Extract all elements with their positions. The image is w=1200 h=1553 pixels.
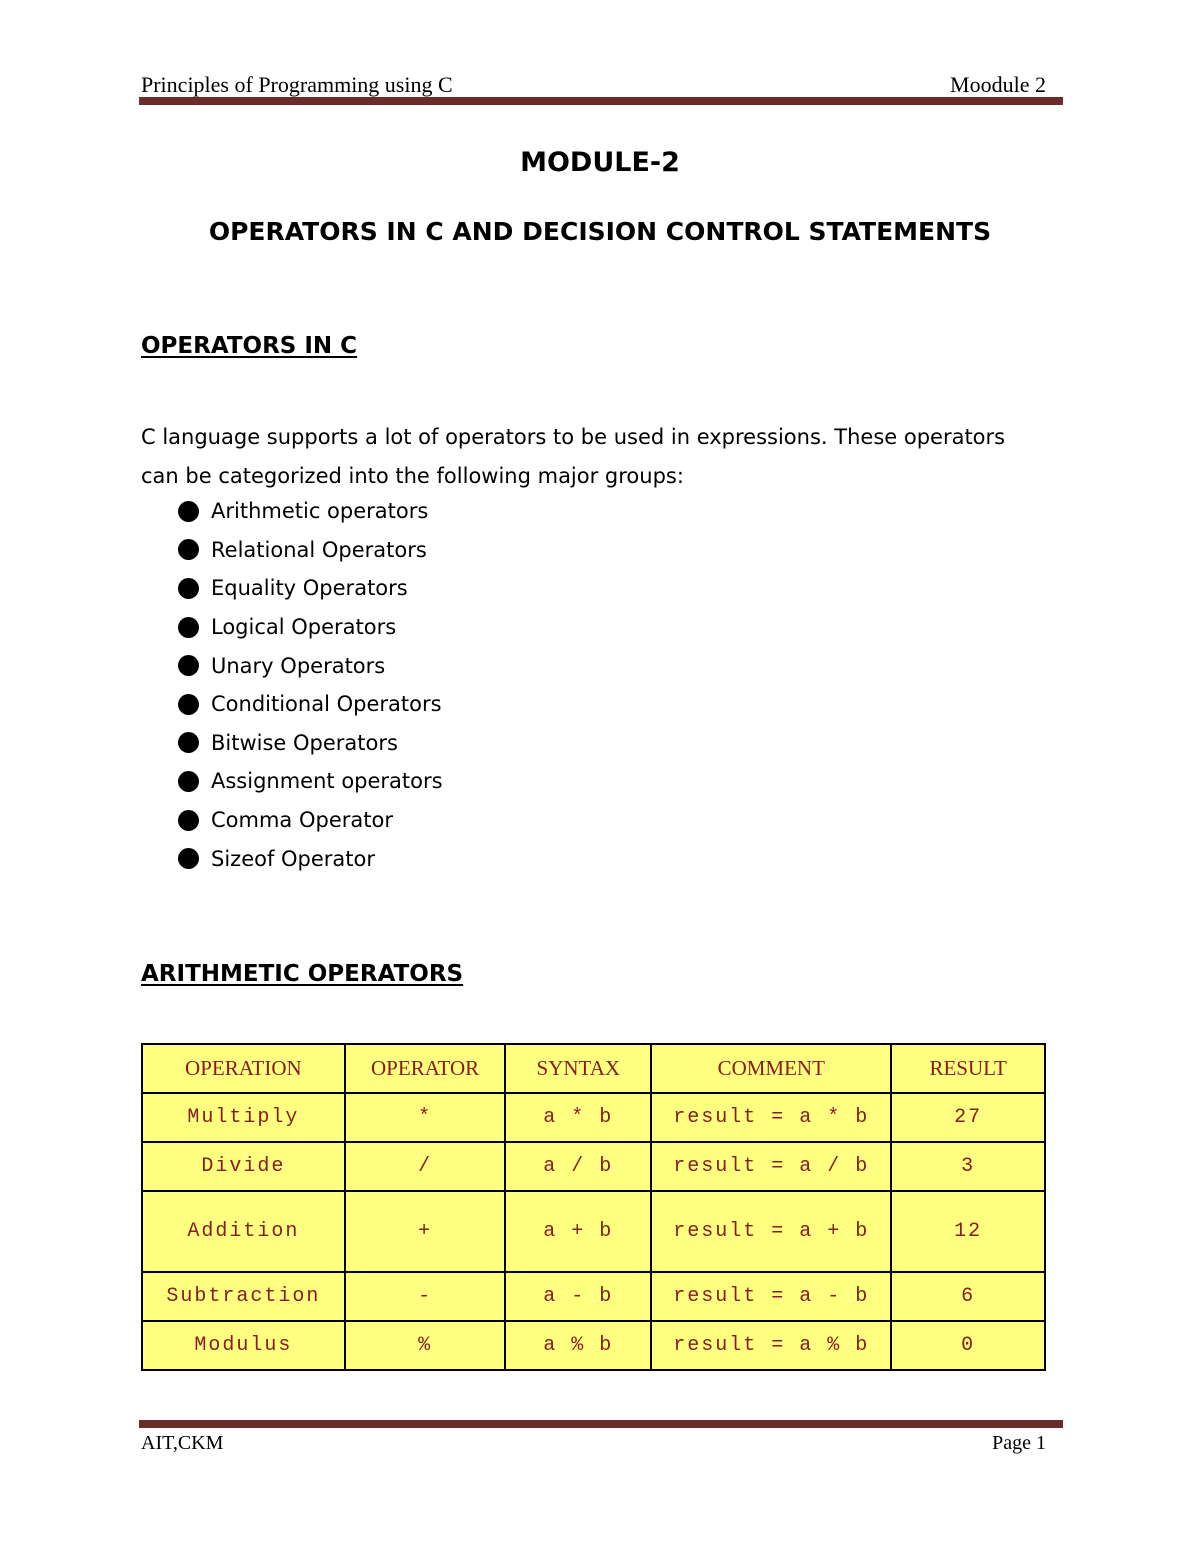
table-cell: 0: [891, 1321, 1045, 1370]
table-cell: +: [345, 1191, 506, 1272]
list-item: Unary Operators: [178, 646, 443, 685]
table-cell: Divide: [142, 1142, 345, 1191]
list-item: Relational Operators: [178, 531, 443, 570]
table-cell: a * b: [505, 1093, 651, 1142]
footer-institution: AIT,CKM: [141, 1432, 224, 1454]
table-cell: result = a + b: [651, 1191, 891, 1272]
table-row: [142, 1142, 1045, 1191]
table-row: [142, 1272, 1045, 1321]
bullet-icon: [178, 655, 199, 676]
list-item: Equality Operators: [178, 569, 443, 608]
table-cell: Subtraction: [142, 1272, 345, 1321]
table-header-row: [142, 1044, 1045, 1093]
header-module-label: Moodule 2: [950, 72, 1046, 97]
column-header: OPERATION: [142, 1044, 345, 1093]
intro-line-2: can be categorized into the following major groups:: [141, 464, 684, 488]
header-rule: [139, 97, 1063, 105]
table-cell: result = a * b: [651, 1093, 891, 1142]
table-cell: 6: [891, 1272, 1045, 1321]
list-item: Arithmetic operators: [178, 492, 443, 531]
table-cell: Multiply: [142, 1093, 345, 1142]
intro-line-1: C language supports a lot of operators to be used in expressions. These operators: [141, 425, 1006, 449]
table-cell: -: [345, 1272, 506, 1321]
list-item: Sizeof Operator: [178, 839, 443, 878]
bullet-icon: [178, 810, 199, 831]
section-heading-arithmetic: ARITHMETIC OPERATORS: [141, 961, 464, 987]
list-item: Bitwise Operators: [178, 724, 443, 763]
table-cell: a / b: [505, 1142, 651, 1191]
bullet-icon: [178, 617, 199, 638]
table-cell: result = a - b: [651, 1272, 891, 1321]
module-title: MODULE-2: [520, 147, 680, 178]
table-cell: 3: [891, 1142, 1045, 1191]
section-heading-operators: OPERATORS IN C: [141, 333, 358, 359]
column-header: RESULT: [891, 1044, 1045, 1093]
arithmetic-operators-table: [141, 1043, 1046, 1371]
footer-rule: [139, 1420, 1063, 1428]
list-item: Conditional Operators: [178, 685, 443, 724]
table-cell: *: [345, 1093, 506, 1142]
list-item: Comma Operator: [178, 801, 443, 840]
table-cell: %: [345, 1321, 506, 1370]
table-cell: Modulus: [142, 1321, 345, 1370]
table-cell: /: [345, 1142, 506, 1191]
table-cell: 12: [891, 1191, 1045, 1272]
bullet-icon: [178, 694, 199, 715]
table-cell: Addition: [142, 1191, 345, 1272]
column-header: SYNTAX: [505, 1044, 651, 1093]
table-cell: result = a / b: [651, 1142, 891, 1191]
column-header: COMMENT: [651, 1044, 891, 1093]
module-subtitle: OPERATORS IN C AND DECISION CONTROL STATEMENTS: [208, 217, 992, 246]
table-cell: a + b: [505, 1191, 651, 1272]
page-header: [141, 70, 1046, 100]
bullet-icon: [178, 771, 199, 792]
bullet-icon: [178, 578, 199, 599]
page-footer: [141, 1432, 1046, 1462]
bullet-icon: [178, 501, 199, 522]
table-cell: a - b: [505, 1272, 651, 1321]
header-course-title: Principles of Programming using C: [141, 72, 453, 97]
table-row: [142, 1321, 1045, 1370]
table-cell: a % b: [505, 1321, 651, 1370]
table-cell: 27: [891, 1093, 1045, 1142]
list-item: Assignment operators: [178, 762, 443, 801]
bullet-icon: [178, 848, 199, 869]
page-number: Page 1: [992, 1432, 1046, 1454]
list-item: Logical Operators: [178, 608, 443, 647]
bullet-icon: [178, 539, 199, 560]
bullet-icon: [178, 732, 199, 753]
table-row: [142, 1093, 1045, 1142]
intro-paragraph: [141, 418, 1071, 496]
table-cell: result = a % b: [651, 1321, 891, 1370]
table-row: [142, 1191, 1045, 1272]
operator-group-list: [178, 492, 443, 878]
column-header: OPERATOR: [345, 1044, 506, 1093]
